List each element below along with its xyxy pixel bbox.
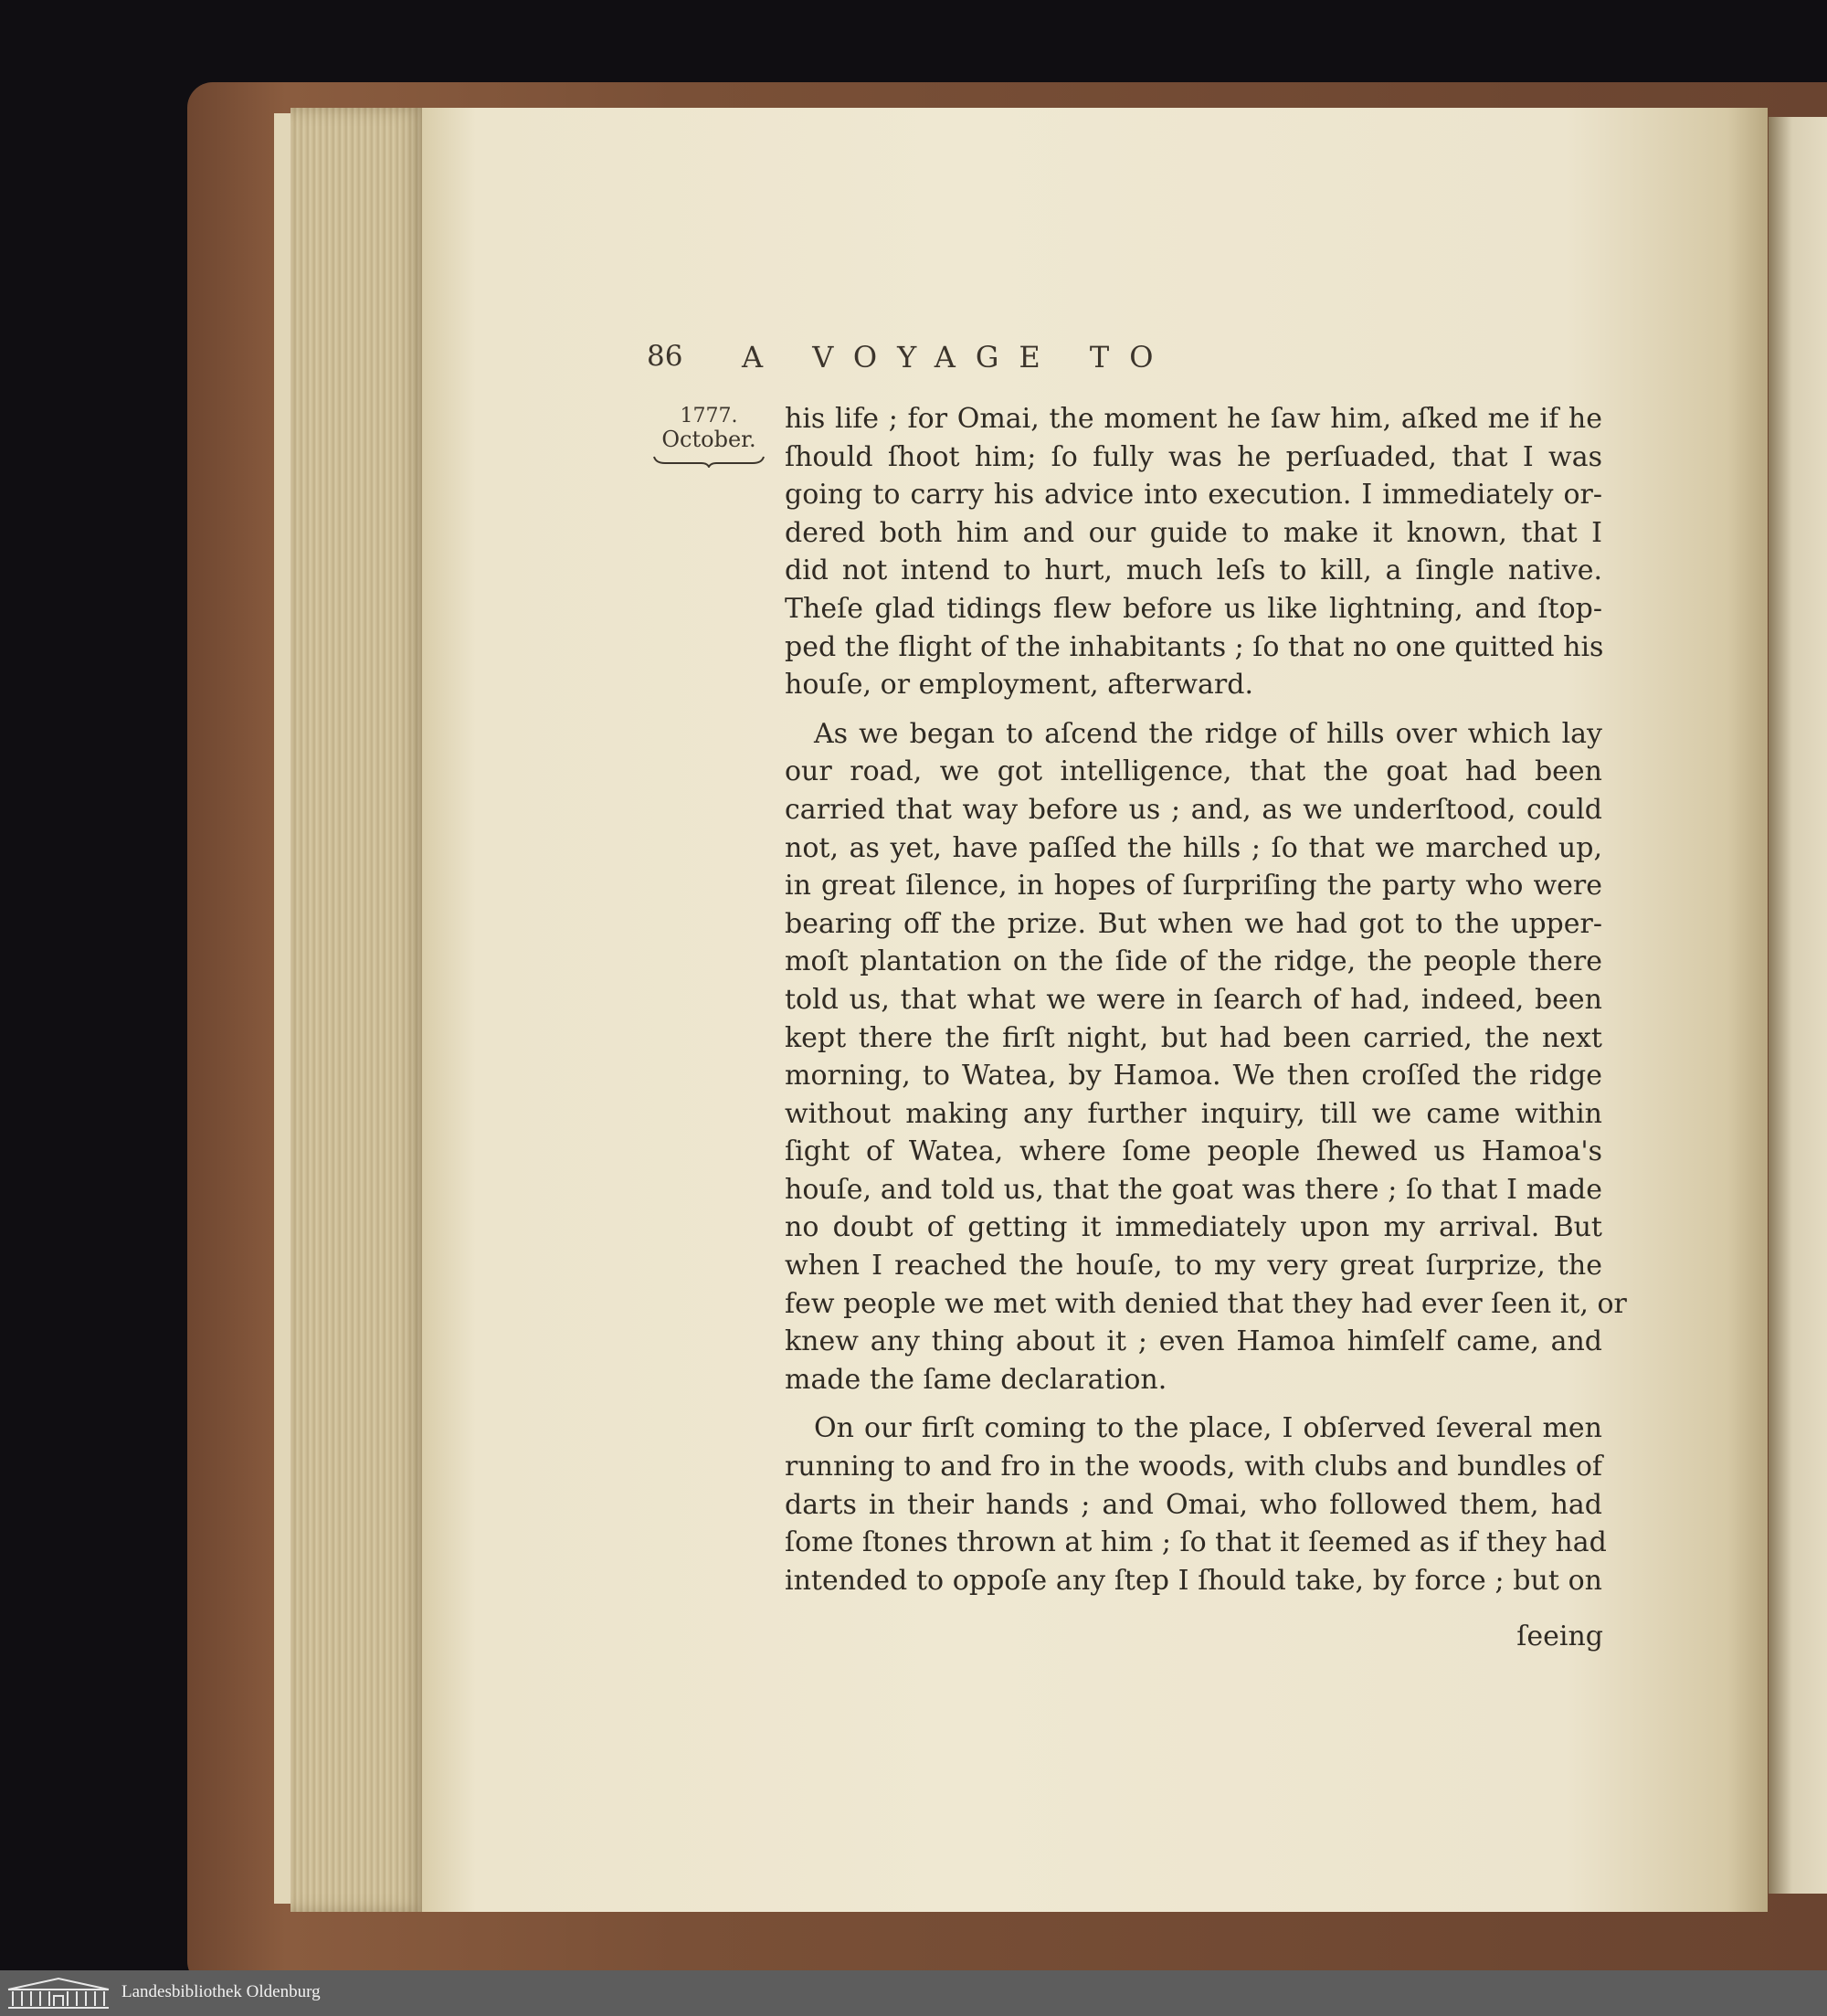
text-line: his life ; for Omai, the moment he ſaw him, aſked me if he [785,403,1602,435]
text-line: not, as yet, have paſſed the hills ; ſo that we marched up, [785,831,1602,864]
text-line: houſe, or employment, afterward. [785,669,1254,702]
library-name: Landesbibliothek Oldenburg [121,1982,321,2001]
text-line: moſt plantation on the ſide of the ridge, the people there [785,945,1602,978]
text-line: carried that way before us ; and, as we underſtood, could [785,793,1602,826]
text-line: On our firſt coming to the place, I obſerved ſeveral men [814,1412,1602,1445]
paragraph [785,400,1602,704]
text-line: ſhould ſhoot him; ſo fully was he perſuaded, that I was [785,440,1602,473]
text-line: did not intend to hurt, much leſs to kill, a ſingle native. [785,554,1602,587]
text-line: our road, we got intelligence, that the goat had been [785,755,1602,788]
running-title: A VOYAGE TO [742,340,1174,375]
page-number: 86 [647,340,683,373]
footer-bar [0,1970,1827,2016]
margin-month: October. [661,427,756,452]
text-line: dered both him and our guide to make it known, that I [785,516,1602,549]
facing-page-edge [1769,117,1827,1894]
body-text [785,400,1627,1599]
text-line: houſe, and told us, that the goat was there ; ſo that I made [785,1173,1602,1206]
text-line: told us, that what we were in ſearch of had, indeed, been [785,983,1602,1016]
text-line: going to carry his advice into execution. I immediately or- [785,479,1602,512]
text-line: made the ſame declaration. [785,1363,1167,1396]
library-building-icon [5,1976,111,2011]
text-line: Theſe glad tidings flew before us like lightning, and ſtop- [785,592,1602,625]
text-line: morning, to Watea, by Hamoa. We then croſſed the ridge [785,1060,1602,1092]
text-line: when I reached the houſe, to my very great ſurprize, the [785,1250,1602,1282]
paragraph [785,1409,1607,1599]
text-line: knew any thing about it ; even Hamoa himſelf came, and [785,1325,1602,1358]
text-line: ſome ſtones thrown at him ; ſo that it ſeemed as if they had [785,1526,1607,1559]
text-line: few people we met with denied that they had ever ſeen it, or [785,1287,1627,1320]
text-line: bearing off the prize. But when we had got to the upper- [785,907,1602,940]
text-line: ſight of Watea, where ſome people ſhewed us Hamoa's [785,1135,1602,1168]
text-line: no doubt of getting it immediately upon my arrival. But [785,1211,1602,1244]
text-line: darts in their hands ; and Omai, who followed them, had [785,1488,1602,1521]
text-line: running to and fro in the woods, with clubs and bundles of [785,1451,1602,1483]
text-line: ped the flight of the inhabitants ; ſo that no one quitted his [785,630,1604,663]
margin-year: 1777. [680,405,738,427]
text-line: kept there the firſt night, but had been carried, the next [785,1021,1602,1054]
text-line: in great ſilence, in hopes of ſurpriſing the party who were [785,870,1602,902]
brace-icon [652,455,766,468]
text-line: As we began to aſcend the ridge of hills over which lay [814,717,1602,750]
paragraph [785,715,1627,1399]
page-edges [290,108,423,1912]
text-line: without making any further inquiry, till we came within [785,1097,1602,1130]
margin-note [650,406,767,468]
catchword: ſeeing [1516,1620,1603,1652]
text-line: intended to oppoſe any ſtep I ſhould take, by force ; but on [785,1564,1602,1597]
